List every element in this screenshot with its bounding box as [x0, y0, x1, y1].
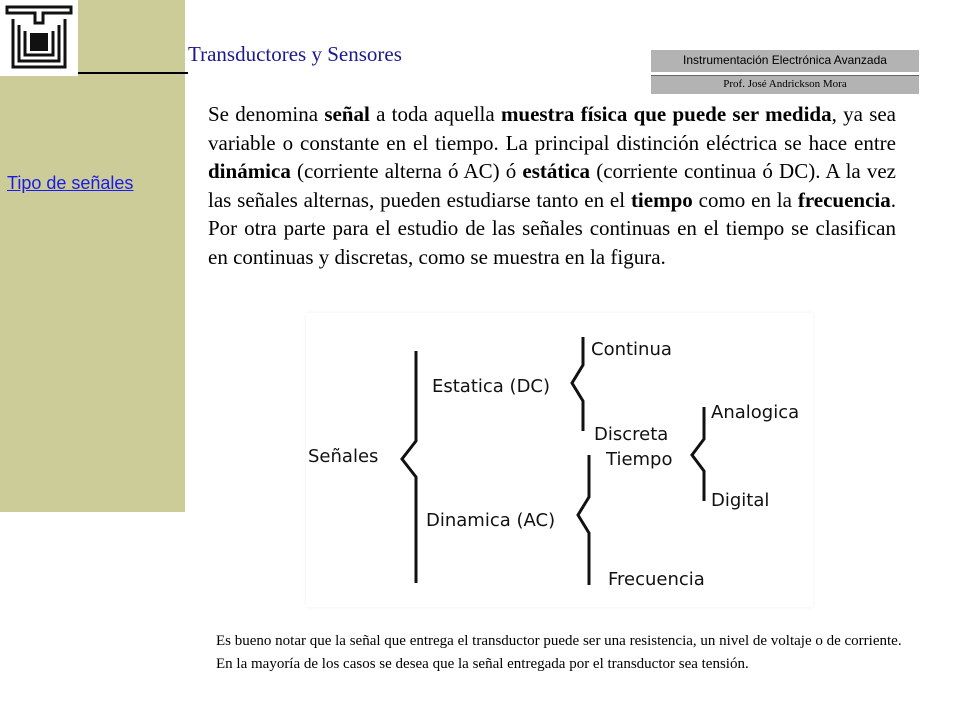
bracket-root: [402, 351, 416, 583]
text-span: (corriente continua ó DC). A la vez las señales alternas, pueden estudiarse tanto en el: [208, 159, 897, 212]
course-name: Instrumentación Electrónica Avanzada: [683, 53, 887, 67]
sidebar-panel: [0, 0, 185, 512]
diagram-brackets: [306, 313, 813, 607]
header-rule: [78, 72, 188, 74]
signal-classification-diagram: [306, 313, 813, 607]
label-senales: Señales: [308, 446, 379, 467]
divider: [651, 75, 919, 76]
label-frecuencia: Frecuencia: [608, 569, 705, 590]
text-span: , ya sea variable o constante en el tiempo. La principal distinción eléctrica se hace entre: [208, 102, 897, 155]
footnote: Es bueno notar que la señal que entrega el transductor puede ser una resistencia, un nivel de voltaje o de corriente. En la mayoría de los casos se desea que la señal entregada por el transductor sea tensión.: [216, 633, 902, 672]
logo-icon: [3, 3, 75, 73]
course-info-box: [651, 50, 919, 94]
text-span: como en la: [692, 187, 798, 212]
label-dinamica: Dinamica (AC): [426, 510, 556, 531]
bold-term: señal: [324, 102, 370, 126]
label-estatica: Estatica (DC): [432, 376, 551, 397]
text-span: a toda aquella: [369, 102, 501, 126]
bold-term: dinámica: [208, 159, 291, 184]
text-span: . Por otra parte para el estudio de las señales continuas en el tiempo se clasifican en continuas y discretas, como se muestra en la figura.: [208, 187, 896, 269]
label-continua: Continua: [591, 339, 672, 360]
page-title: Transductores y Sensores: [188, 42, 402, 66]
bold-term: estática: [522, 159, 591, 184]
sidebar-link-tipo-senales[interactable]: Tipo de señales: [7, 173, 134, 193]
bold-term: tiempo: [630, 187, 693, 212]
text-span: Se denomina: [208, 102, 325, 126]
label-tiempo: Tiempo: [606, 449, 673, 470]
bold-term: frecuencia: [797, 187, 891, 212]
text-span: (corriente alterna ó AC) ó: [290, 159, 523, 184]
label-discreta: Discreta: [594, 424, 669, 445]
body-paragraph: [208, 100, 896, 272]
professor-name: Prof. José Andrickson Mora: [723, 78, 847, 90]
label-analogica: Analogica: [711, 402, 800, 423]
bracket-estatica: [572, 337, 583, 431]
label-digital: Digital: [711, 490, 770, 511]
bracket-tiempo: [692, 407, 704, 501]
university-logo: [0, 0, 78, 76]
bold-term: muestra física que puede ser medida: [500, 102, 832, 126]
bracket-dinamica: [578, 455, 589, 585]
